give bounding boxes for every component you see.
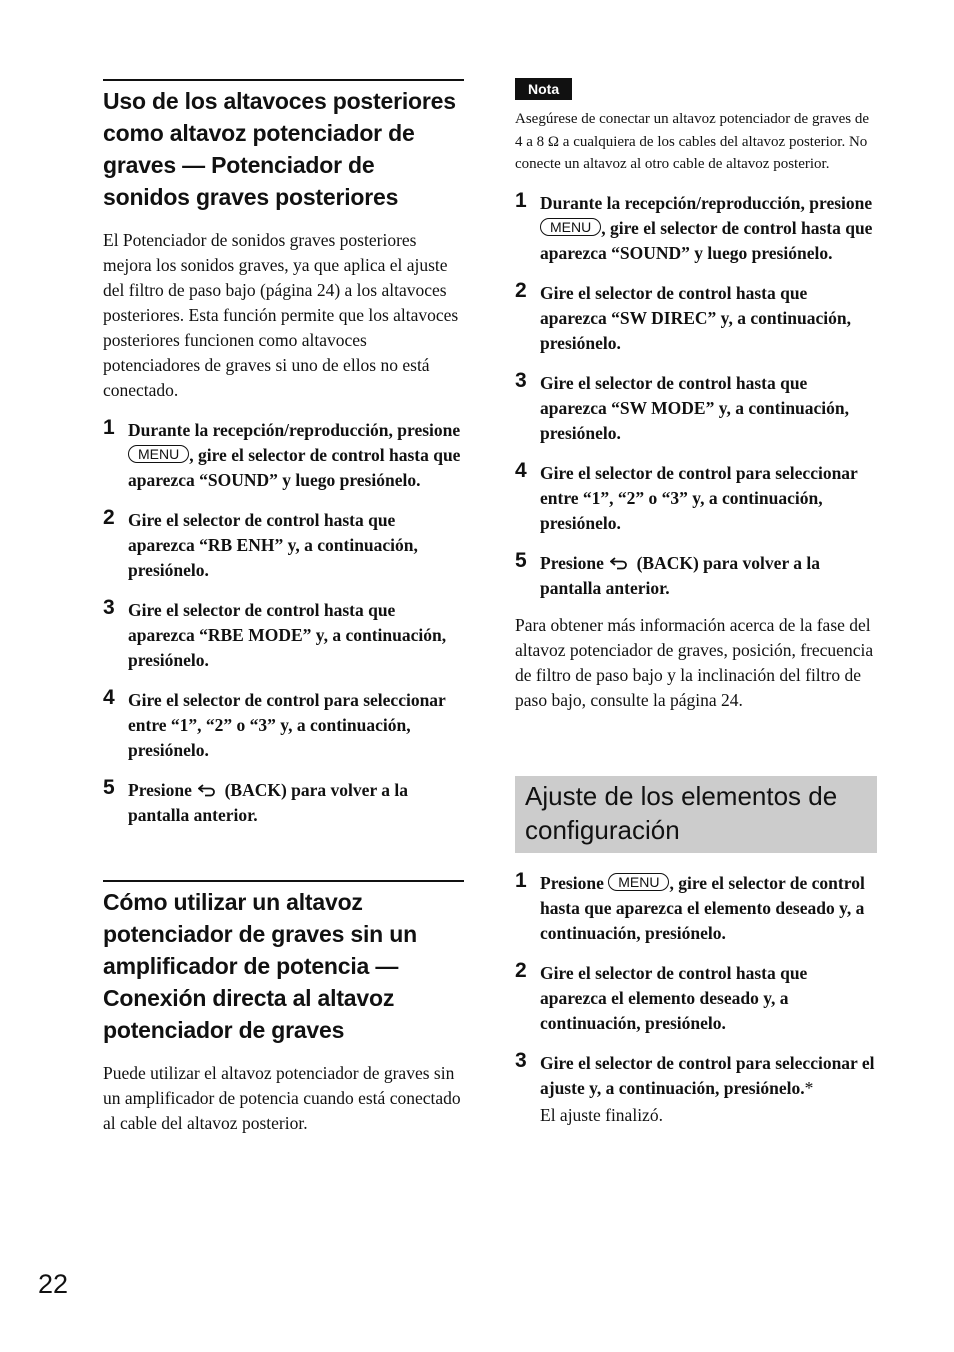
step-number: 1	[103, 416, 115, 439]
step-text: Gire el selector de control hasta que aparezca “SW MODE” y, a continuación, presiónelo.	[540, 372, 850, 443]
step-text: , gire el selector de control hasta que aparezca “SOUND” y luego presiónelo.	[128, 445, 461, 490]
step-5	[103, 778, 464, 828]
step-5	[515, 548, 877, 601]
back-arrow-icon	[610, 556, 630, 570]
step-1	[515, 868, 877, 946]
step-2	[515, 958, 877, 1036]
step-number: 1	[515, 868, 527, 892]
step-1	[515, 188, 877, 266]
step-text: Presione	[540, 872, 604, 893]
step-number: 3	[515, 368, 527, 392]
section-title-rear-bass: Uso de los altavoces posteriores como altavoz potenciador de graves — Potenciador de sonidos graves posteriores	[103, 88, 456, 210]
step-number: 2	[103, 506, 115, 529]
direct-sw-outro: Para obtener más información acerca de la fase del altavoz potenciador de graves, posición, frecuencia de filtro de paso bajo y la inclinación del filtro de paso bajo, consulte la página 24.	[515, 614, 874, 710]
step-2	[103, 508, 464, 583]
step-number: 5	[103, 776, 115, 799]
direct-sw-steps	[515, 188, 877, 601]
step-number: 4	[103, 686, 115, 709]
step-text: Gire el selector de control hasta que aparezca “RB ENH” y, a continuación, presiónelo.	[128, 510, 418, 580]
step-text: , gire el selector de control hasta que aparezca el elemento deseado y, a continuación, presiónelo.	[540, 872, 865, 943]
step-4	[103, 688, 464, 763]
section-title-setup-items: Ajuste de los elementos de configuración	[525, 780, 838, 845]
section-direct-sw	[103, 880, 464, 1046]
step-text: (BACK) para volver a la pantalla anterior.	[128, 780, 409, 825]
section-setup-items	[515, 776, 877, 853]
setup-steps	[515, 868, 877, 1128]
step-text: (BACK) para volver a la pantalla anterior.	[540, 552, 821, 598]
step-3	[515, 1048, 877, 1128]
step-text: Gire el selector de control hasta que aparezca “RBE MODE” y, a continuación, presiónelo.	[128, 600, 447, 670]
step-text: Durante la recepción/reproducción, presione	[540, 192, 873, 213]
step-number: 1	[515, 188, 527, 212]
step-text: Presione	[540, 552, 604, 573]
step-number: 2	[515, 278, 527, 302]
menu-button: MENU	[540, 218, 601, 236]
step-number: 4	[515, 458, 527, 482]
step-text: Presione	[128, 780, 192, 800]
menu-button: MENU	[608, 873, 669, 891]
step-3	[515, 368, 877, 446]
step-text: Gire el selector de control hasta que aparezca el elemento deseado y, a continuación, presiónelo.	[540, 962, 808, 1033]
menu-button: MENU	[128, 445, 189, 463]
step-text: , gire el selector de control hasta que aparezca “SOUND” y luego presiónelo.	[540, 217, 873, 263]
step-2	[515, 278, 877, 356]
step-text: Gire el selector de control para seleccionar entre “1”, “2” o “3” y, a continuación, presiónelo.	[540, 462, 858, 533]
section-title-direct-sw: Cómo utilizar un altavoz potenciador de graves sin un amplificador de potencia — Conexión directa al altavoz potenciador de graves	[103, 889, 417, 1043]
step-text: Gire el selector de control para seleccionar entre “1”, “2” o “3” y, a continuación, presiónelo.	[128, 690, 446, 760]
back-arrow-icon	[198, 783, 218, 797]
rear-bass-steps	[103, 418, 464, 828]
note-badge: Nota	[515, 78, 572, 100]
step-3	[103, 598, 464, 673]
step-number: 2	[515, 958, 527, 982]
step-result: El ajuste finalizó.	[540, 1104, 663, 1125]
rear-bass-intro: El Potenciador de sonidos graves posteriores mejora los sonidos graves, ya que aplica el ajuste del filtro de paso bajo (página 24) a los altavoces posteriores. Esta función permite que los altavoces posteriores funcionen como altavoces potenciadores de graves si uno de ellos no está conectado.	[103, 230, 459, 400]
left-column	[103, 79, 464, 1136]
step-4	[515, 458, 877, 536]
step-1	[103, 418, 464, 493]
step-number: 3	[515, 1048, 527, 1072]
step-text: Gire el selector de control para seleccionar el ajuste y, a continuación, presiónelo.	[540, 1052, 875, 1098]
step-text: Durante la recepción/reproducción, presione	[128, 420, 461, 440]
step-number: 5	[515, 548, 527, 572]
note-text: Asegúrese de conectar un altavoz potenciador de graves de 4 a 8 Ω a cualquiera de los cables del altavoz posterior. No conecte un altavoz al otro cable de altavoz posterior.	[515, 111, 870, 172]
direct-sw-intro: Puede utilizar el altavoz potenciador de graves sin un amplificador de potencia cuando está conectado al cable del altavoz posterior.	[103, 1063, 461, 1133]
step-text: Gire el selector de control hasta que aparezca “SW DIREC” y, a continuación, presiónelo.	[540, 282, 851, 353]
page-number: 22	[38, 1269, 69, 1299]
footnote-marker: *	[804, 1077, 814, 1098]
right-column	[515, 78, 877, 1128]
step-number: 3	[103, 596, 115, 619]
section-rear-bass	[103, 79, 464, 213]
